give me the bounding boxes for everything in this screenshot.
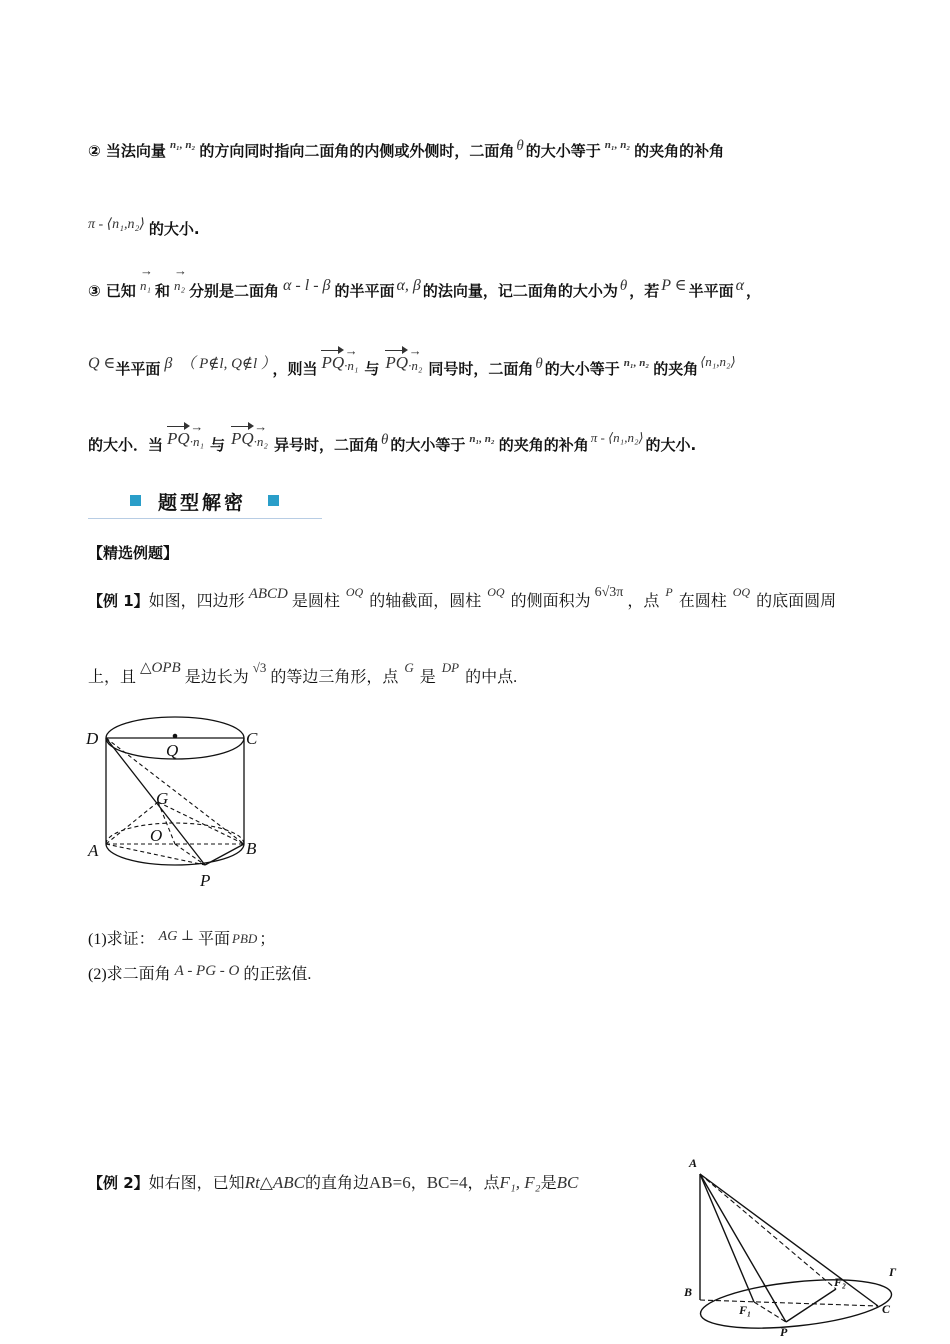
line-af2 xyxy=(700,1174,836,1289)
cylinder-figure xyxy=(80,700,280,900)
line-f1p xyxy=(754,1302,786,1322)
line-ap xyxy=(700,1174,786,1322)
label-a: A xyxy=(689,1156,698,1170)
question-2: (2)求二面角 A - PG - O 的正弦值. xyxy=(88,963,312,983)
paragraph-3-line-3: 的大小．当 PQ→ ·n₁ 与 PQ→ ·n₂ 异号时，二面角 θ 的大小等于 $^{n_1, n_2}$ 的夹角的补角 π - ⟨n₁,n₂⟩ 的大小. xyxy=(88,434,696,455)
label-p: P xyxy=(780,1325,788,1339)
square-bullet-icon xyxy=(268,495,279,506)
label-q: Q xyxy=(166,741,179,760)
line-ap xyxy=(106,844,205,865)
selected-examples-heading: 【精选例题】 xyxy=(88,544,179,562)
label-b: B xyxy=(246,839,257,858)
label-g: G xyxy=(156,789,169,808)
label-b: B xyxy=(684,1285,693,1299)
paragraph-2-line-1: ② 当法向量 $^{n_1, n_2}$ 的方向同时指向二面角的内侧或外侧时，二面角 θ 的大小等于 $^{n_1, n_2}$ 的夹角的补角 xyxy=(88,138,725,160)
label-d: D xyxy=(86,729,99,748)
section-title: 题型解密 xyxy=(158,492,247,514)
section-header xyxy=(88,488,322,519)
center-q-dot xyxy=(173,734,178,739)
paragraph-3-line-2: Q ∈半平面 β （ P∉l, Q∉l ） ，则当 PQ→ ·n₁ 与 PQ→ ·n₂ 同号时，二面角 θ 的大小等于 $^{n_1, n_2}$ 的夹角 ⟨n₁,n₂⟩ xyxy=(88,358,736,379)
question-1: (1)求证： AG ⊥ 平面 PBD ； xyxy=(88,929,276,948)
label-c: C xyxy=(882,1302,891,1316)
line-pb xyxy=(205,844,244,865)
ellipse-gamma xyxy=(698,1272,894,1336)
label-f2: F₂ xyxy=(834,1275,847,1289)
example-2-line-1: 【例 2】如右图，已知Rt△ABC的直角边AB=6，BC=4，点F₁, F₂是BC xyxy=(88,1173,579,1192)
label-f1: F₁ xyxy=(739,1303,752,1317)
example-1-line-1: 【例 1】如图，四边形 ABCD 是圆柱$^{OQ}$的轴截面，圆柱$^{OQ}$的侧面积为6√3π，点$^P$在圆柱$^{OQ}$的底面圆周 xyxy=(88,585,837,610)
cone-figure xyxy=(676,1150,910,1340)
label-c: C xyxy=(246,729,258,748)
label-o: O xyxy=(150,826,163,845)
label-p: P xyxy=(200,871,211,890)
line-bc xyxy=(700,1300,878,1306)
example-1-line-2: 上，且△OPB是边长为$^{√3}$的等边三角形，点$^G$是$^{DP}$的中点. xyxy=(88,660,518,686)
square-bullet-icon xyxy=(130,495,141,506)
label-gamma: Γ xyxy=(889,1265,897,1279)
paragraph-3-line-1: ③ 已知→ n₁ 和→ n₂ 分别是二面角 α - l - β 的半平面 α, β 的法向量，记二面角的大小为 θ ，若 P ∈ 半平面 α ， xyxy=(88,280,761,301)
line-pf2 xyxy=(786,1289,836,1322)
paragraph-2-line-2: π - ⟨n₁,n₂⟩ 的大小. xyxy=(88,217,200,238)
line-ac xyxy=(700,1174,878,1306)
label-a: A xyxy=(88,841,99,860)
